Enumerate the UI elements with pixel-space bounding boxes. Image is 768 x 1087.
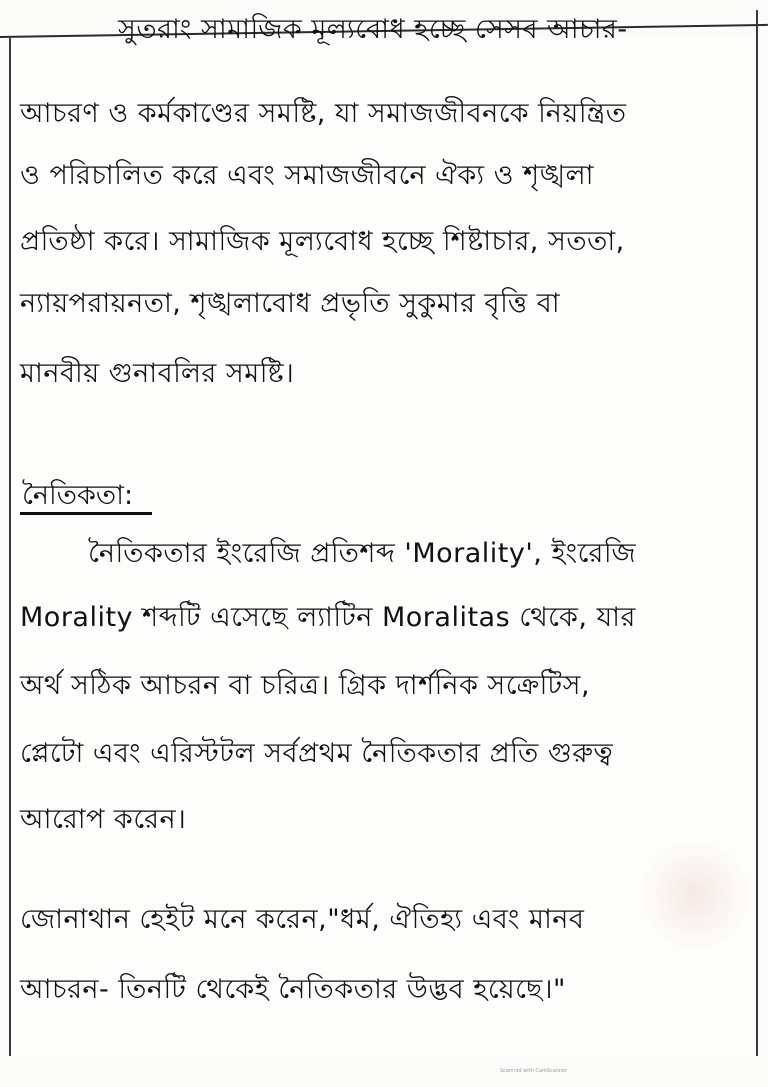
paragraph1-line-6: মানবীয় গুনাবলির সমষ্টি। <box>20 358 295 389</box>
scanner-watermark: Scanned with CamScanner <box>500 1068 568 1074</box>
paragraph2-line-2: Morality শব্দটি এসেছে ল্যাটিন Moralitas থেকে, যার <box>20 602 636 633</box>
paragraph1-line-4: প্রতিষ্ঠা করে। সামাজিক মূল্যবোধ হচ্ছে শিষ্টাচার, সততা, <box>20 226 625 257</box>
paragraph1-line-1: সুতরাং সামাজিক মূল্যবোধ হচ্ছে সেসব আচার- <box>118 14 628 45</box>
paragraph2-line-1: নৈতিকতার ইংরেজি প্রতিশব্দ 'Morality', ইংরেজি <box>88 538 637 569</box>
left-margin-line <box>9 38 11 1056</box>
right-margin-line <box>756 10 758 1056</box>
paragraph2-line-3: অর্থ সঠিক আচরন বা চরিত্র। গ্রিক দার্শনিক সক্রেটিস, <box>20 670 591 701</box>
paragraph3-line-1: জোনাথান হেইট মনে করেন,"ধর্ম, ঐতিহ্য এবং মানব <box>20 904 585 935</box>
section-heading: নৈতিকতা: <box>22 480 134 511</box>
paragraph1-line-3: ও পরিচালিত করে এবং সমাজজীবনে ঐক্য ও শৃঙ্খলা <box>20 160 594 191</box>
paper-smudge <box>640 840 750 950</box>
paragraph2-line-4: প্লেটো এবং এরিস্টটল সর্বপ্রথম নৈতিকতার প্রতি গুরুত্ব <box>20 738 614 769</box>
paragraph3-line-2: আচরন- তিনটি থেকেই নৈতিকতার উদ্ভব হয়েছে।" <box>20 974 566 1005</box>
paragraph1-line-5: ন্যায়পরায়নতা, শৃঙ্খলাবোধ প্রভৃতি সুকুমার বৃত্তি বা <box>20 288 561 319</box>
paragraph2-line-5: আরোপ করেন। <box>20 804 187 835</box>
paragraph1-line-2: আচরণ ও কর্মকাণ্ডের সমষ্টি, যা সমাজজীবনকে নিয়ন্ত্রিত <box>20 98 627 129</box>
heading-underline <box>20 512 152 515</box>
